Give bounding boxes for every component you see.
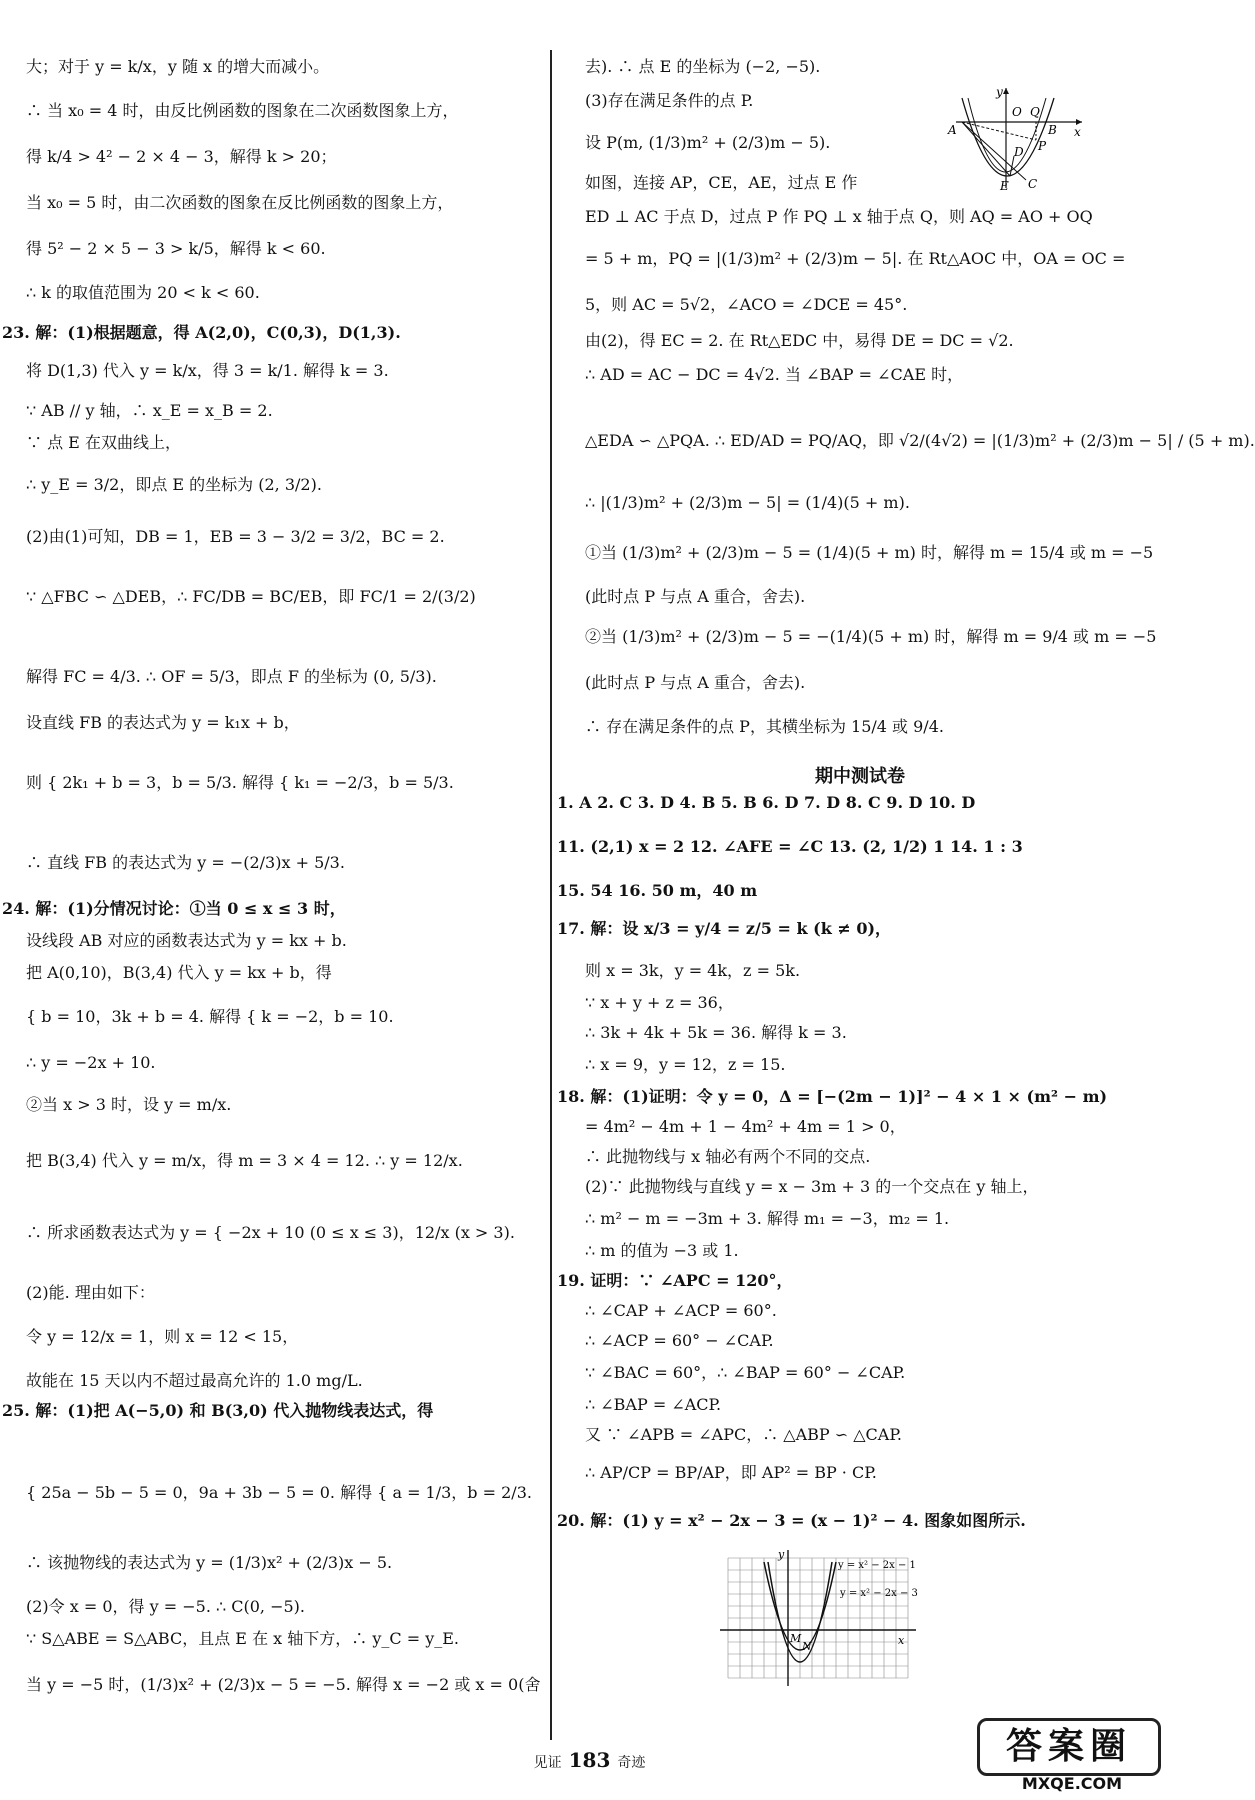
segment-ae [962,122,1010,176]
text-line: ∴ k 的取值范围为 20 < k < 60. [26,283,260,302]
text-line: 当 x₀ = 5 时，由二次函数的图象在反比例函数的图象上方， [26,193,454,212]
text-line: (2)能. 理由如下： [26,1283,155,1302]
text-line: { b = 10，3k + b = 4. 解得 { k = −2，b = 10. [26,1007,394,1026]
text-line: ∴ y_E = 3/2，即点 E 的坐标为 (2, 3/2). [26,475,322,494]
text-line: △EDA ∽ △PQA. ∴ ED/AD = PQ/AQ，即 √2/(4√2) = |(1/3)m² + (2/3)m − 5| / (5 + m). [585,431,1255,450]
answer-row: 15. 54 16. 50 m，40 m [557,881,758,900]
text-line: 设 P(m, (1/3)m² + (2/3)m − 5). [585,133,831,152]
text-line: 当 y = −5 时，(1/3)x² + (2/3)x − 5 = −5. 解得 x = −2 或 x = 0(舍 [26,1675,541,1694]
text-line: ∴ 所求函数表达式为 y = { −2x + 10 (0 ≤ x ≤ 3)，12/x (x > 3). [26,1223,515,1242]
text-line: { 25a − 5b − 5 = 0，9a + 3b − 5 = 0. 解得 { a = 1/3，b = 2/3. [26,1483,532,1502]
label-y: y [996,85,1003,99]
text-line: = 5 + m，PQ = |(1/3)m² + (2/3)m − 5|. 在 Rt△AOC 中，OA = OC = [585,249,1126,268]
answer-row: 11. (2,1) x = 2 12. ∠AFE = ∠C 13. (2, 1/2) 1 14. 1 : 3 [557,837,1023,856]
label-n: N [802,1640,812,1653]
problem-20-heading: 20. 解：(1) y = x² − 2x − 3 = (x − 1)² − 4. 图象如图所示. [557,1511,1026,1530]
text-line: (3)存在满足条件的点 P. [585,91,754,110]
grid [728,1558,908,1678]
label-m: M [790,1632,802,1645]
text-line: 把 A(0,10)，B(3,4) 代入 y = kx + b，得 [26,963,332,982]
text-line: ∴ 3k + 4k + 5k = 36. 解得 k = 3. [585,1023,847,1042]
text-line: (此时点 P 与点 A 重合，舍去). [585,587,806,606]
text-line: (2)由(1)可知，DB = 1，EB = 3 − 3/2 = 3/2，BC = 2. [26,527,445,546]
label-c: C [1028,177,1038,191]
text-line: ∴ ∠ACP = 60° − ∠CAP. [585,1331,774,1350]
label-q: Q [1030,105,1040,119]
text-line: ∴ 该抛物线的表达式为 y = (1/3)x² + (2/3)x − 5. [26,1553,393,1572]
text-line: 将 D(1,3) 代入 y = k/x，得 3 = k/1. 解得 k = 3. [26,361,389,380]
graph-figure [718,1548,918,1688]
text-line: 则 x = 3k，y = 4k，z = 5k. [585,961,801,980]
text-line: 故能在 15 天以内不超过最高允许的 1.0 mg/L. [26,1371,363,1390]
text-line: ②当 x > 3 时，设 y = m/x. [26,1095,232,1114]
y-axis-arrow [1003,88,1009,94]
label-curve-1: y = x² − 2x − 1 [838,1560,916,1571]
text-line: 设线段 AB 对应的函数表达式为 y = kx + b. [26,931,347,950]
text-line: 去). ∴ 点 E 的坐标为 (−2, −5). [585,57,821,76]
label-y: y [778,1548,785,1561]
text-line: 大；对于 y = k/x，y 随 x 的增大而减小。 [26,57,330,76]
text-line: 又 ∵ ∠APB = ∠APC，∴ △ABP ∽ △CAP. [585,1425,902,1444]
text-line: ∴ AP/CP = BP/AP，即 AP² = BP · CP. [585,1463,877,1482]
text-line: (2)∵ 此抛物线与直线 y = x − 3m + 3 的一个交点在 y 轴上， [585,1177,1039,1196]
text-line: ED ⊥ AC 于点 D，过点 P 作 PQ ⊥ x 轴于点 Q，则 AQ = AO + OQ [585,207,1093,226]
text-line: ∴ 存在满足条件的点 P，其横坐标为 15/4 或 9/4. [585,717,944,736]
footer-right: 奇迹 [617,1755,646,1771]
text-line: 5，则 AC = 5√2，∠ACO = ∠DCE = 45°. [585,295,908,314]
text-line: ∴ x = 9，y = 12，z = 15. [585,1055,786,1074]
text-line: ∵ 点 E 在双曲线上， [26,433,181,452]
text-line: ∵ x + y + z = 36， [585,993,734,1012]
text-line: 如图，连接 AP，CE，AE，过点 E 作 [585,173,858,192]
text-line: ∴ 直线 FB 的表达式为 y = −(2/3)x + 5/3. [26,853,345,872]
text-line: ∴ |(1/3)m² + (2/3)m − 5| = (1/4)(5 + m). [585,493,910,512]
label-o: O [1012,105,1022,119]
column-divider [550,50,552,1740]
text-line: 则 { 2k₁ + b = 3，b = 5/3. 解得 { k₁ = −2/3，b = 5/3. [26,773,454,792]
text-line: 令 y = 12/x = 1，则 x = 12 < 15， [26,1327,299,1346]
watermark-logo: 答案圈 [977,1718,1161,1776]
text-line: ∵ ∠BAC = 60°，∴ ∠BAP = 60° − ∠CAP. [585,1363,906,1382]
watermark [983,1718,1161,1794]
text-line: ∴ ∠CAP + ∠ACP = 60°. [585,1301,777,1320]
label-x: x [898,1634,905,1647]
label-p: P [1038,139,1047,153]
problem-17-heading: 17. 解：设 x/3 = y/4 = z/5 = k (k ≠ 0)， [557,919,892,938]
text-line: ∴ ∠BAP = ∠ACP. [585,1395,722,1414]
text-line: 解得 FC = 4/3. ∴ OF = 5/3，即点 F 的坐标为 (0, 5/3). [26,667,437,686]
text-line: ∵ AB // y 轴，∴ x_E = x_B = 2. [26,401,273,420]
text-line: ∴ 当 x₀ = 4 时，由反比例函数的图象在二次函数图象上方， [26,101,459,120]
problem-19-heading: 19. 证明：∵ ∠APC = 120°， [557,1271,793,1290]
text-line: ①当 (1/3)m² + (2/3)m − 5 = (1/4)(5 + m) 时，解得 m = 15/4 或 m = −5 [585,543,1154,562]
text-line: ∴ AD = AC − DC = 4√2. 当 ∠BAP = ∠CAE 时， [585,365,964,384]
label-curve-2: y = x² − 2x − 3 [840,1588,918,1599]
problem-23-heading: 23. 解：(1)根据题意，得 A(2,0)，C(0,3)，D(1,3). [2,323,401,342]
label-d: D [1014,145,1024,159]
text-line: = 4m² − 4m + 1 − 4m² + 4m = 1 > 0， [585,1117,906,1136]
text-line: ∴ m 的值为 −3 或 1. [585,1241,739,1260]
text-line: ②当 (1/3)m² + (2/3)m − 5 = −(1/4)(5 + m) 时，解得 m = 9/4 或 m = −5 [585,627,1157,646]
text-line: 设直线 FB 的表达式为 y = k₁x + b， [26,713,300,732]
text-line: ∴ m² − m = −3m + 3. 解得 m₁ = −3，m₂ = 1. [585,1209,950,1228]
label-a: A [948,123,957,137]
text-line: 把 B(3,4) 代入 y = m/x，得 m = 3 × 4 = 12. ∴ y = 12/x. [26,1151,463,1170]
problem-25-heading: 25. 解：(1)把 A(−5,0) 和 B(3,0) 代入抛物线表达式，得 [2,1401,434,1420]
footer-left: 见证 [533,1755,562,1771]
page-number: 183 [568,1748,611,1772]
text-line: 得 5² − 2 × 5 − 3 > k/5，解得 k < 60. [26,239,326,258]
text-line: ∵ △FBC ∽ △DEB，∴ FC/DB = BC/EB，即 FC/1 = 2/(3/2) [26,587,476,606]
text-line: (2)令 x = 0，得 y = −5. ∴ C(0, −5). [26,1597,306,1616]
text-line: ∴ 此抛物线与 x 轴必有两个不同的交点. [585,1147,871,1166]
label-e: E [1000,179,1009,193]
label-x: x [1074,125,1081,139]
text-line: 由(2)，得 EC = 2. 在 Rt△EDC 中，易得 DE = DC = √2. [585,331,1014,350]
label-b: B [1048,123,1057,137]
answer-row: 1. A 2. C 3. D 4. B 5. B 6. D 7. D 8. C 9. D 10. D [557,793,976,812]
section-title: 期中测试卷 [815,766,905,787]
problem-18-heading: 18. 解：(1)证明：令 y = 0，Δ = [−(2m − 1)]² − 4 × 1 × (m² − m) [557,1087,1108,1106]
problem-24-heading: 24. 解：(1)分情况讨论：①当 0 ≤ x ≤ 3 时， [2,899,346,918]
text-line: ∵ S△ABE = S△ABC，且点 E 在 x 轴下方，∴ y_C = y_E. [26,1629,460,1648]
text-line: 得 k/4 > 4² − 2 × 4 − 3，解得 k > 20； [26,147,337,166]
watermark-url: MXQE.COM [1021,1774,1123,1793]
geometry-figure [948,84,1088,194]
text-line: (此时点 P 与点 A 重合，舍去). [585,673,806,692]
text-line: ∴ y = −2x + 10. [26,1053,156,1072]
